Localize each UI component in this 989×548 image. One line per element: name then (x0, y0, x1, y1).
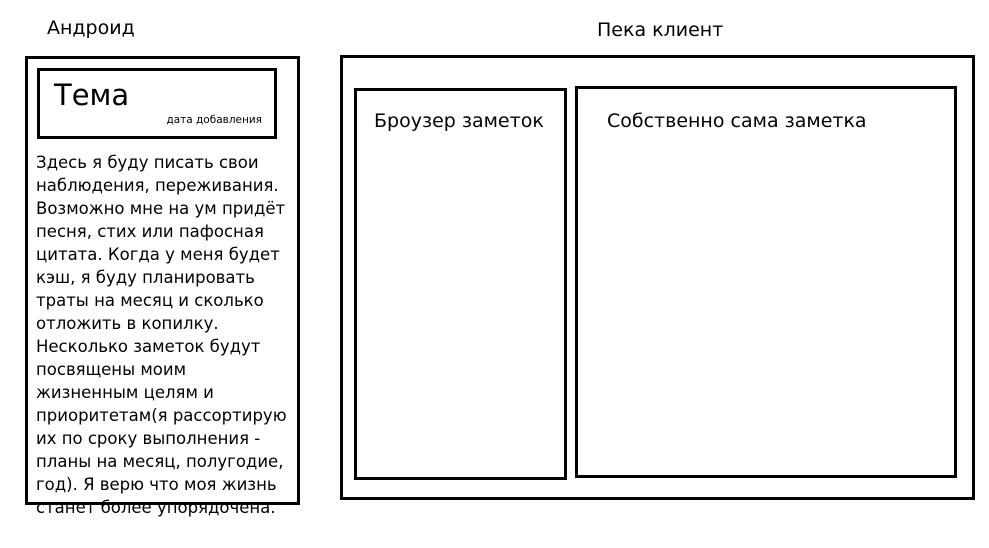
note-header-card (37, 68, 277, 139)
pc-client-section-title: Пека клиент (597, 19, 724, 41)
note-body-text: Здесь я буду писать свои наблюдения, переживания. Возможно мне на ум придёт песня, стих или пафосная цитата. Когда у меня будет кэш, я буду планировать траты на месяц и сколько отложить в копилку. Несколько заметок будут посвящены моим жизненным целям и приоритетам(я рассортирую их по сроку выполнения - планы на месяц, полугодие, год). Я верю что моя жизнь станет более упорядочена. (36, 153, 287, 517)
notes-browser-label: Броузер заметок (374, 110, 544, 132)
note-view-label: Собственно сама заметка (607, 110, 867, 132)
note-topic-title: Тема (54, 78, 130, 112)
android-section-title: Андроид (47, 17, 135, 39)
note-view-panel (575, 86, 957, 478)
notes-browser-panel (354, 88, 567, 480)
note-date-label: дата добавления (166, 114, 262, 126)
